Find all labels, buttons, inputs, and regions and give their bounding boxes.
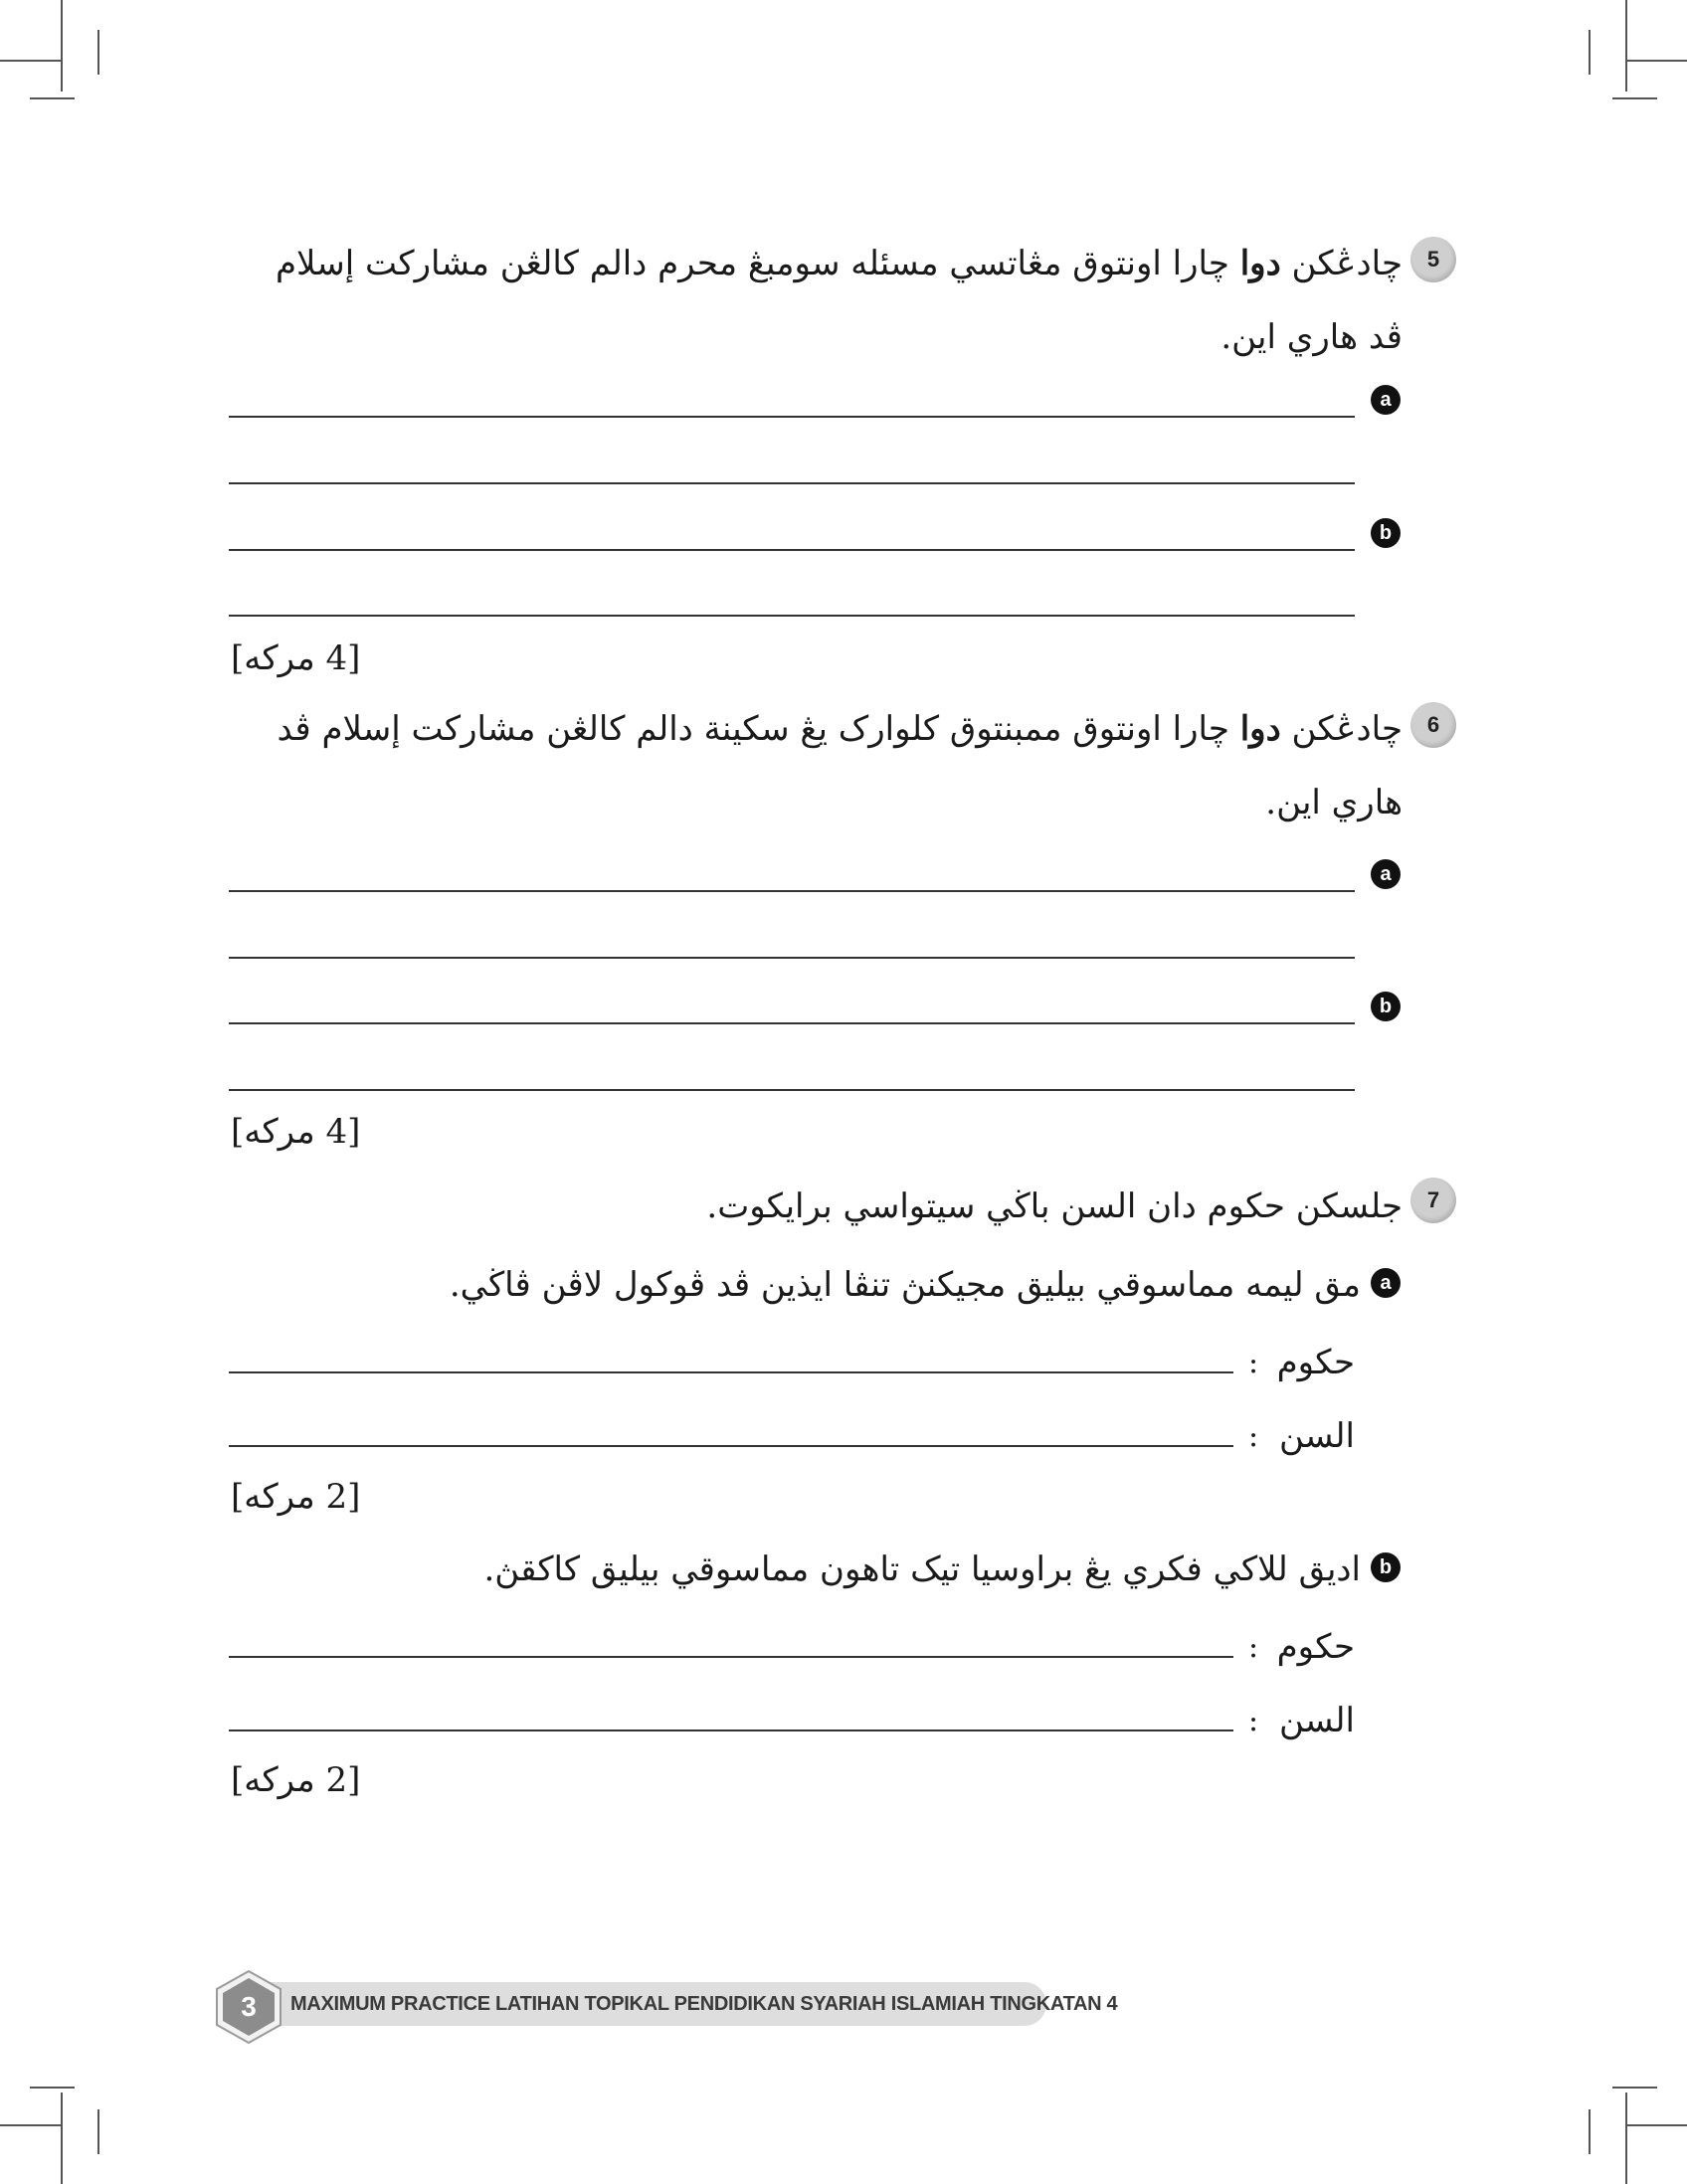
answer-line[interactable]	[229, 549, 1355, 551]
colon: :	[1248, 1704, 1259, 1738]
page-number: 3	[241, 1991, 257, 2022]
question-text: چادڠكن دوا چارا اونتوق ممبنتوق كلوارک يڠ سكينة دالم كالڠن مشاركت إسلام ڤد هاري اين.	[277, 709, 1403, 822]
part-a-text: مق ليمه مماسوقي بيليق مجيكنڽ تنڤا ايذين ڤد ڤوكول لاڤن ڤاڬي.	[449, 1265, 1361, 1305]
colon: :	[1248, 1630, 1259, 1665]
page-number-hexagon	[211, 1969, 286, 2045]
answer-line[interactable]	[229, 482, 1355, 484]
colon: :	[1248, 1346, 1259, 1380]
answer-line[interactable]	[229, 416, 1355, 418]
answer-line[interactable]	[229, 1089, 1355, 1091]
question-text: چادڠكن دوا چارا اونتوق مڠاتسي مسئله سومبڠ محرم دالم كالڠن مشاركت إسلام ڤد هاري اين.	[275, 244, 1403, 357]
hukum-label: حكوم	[1276, 1343, 1355, 1382]
question-text: جلسكن حكوم دان السن باڬي سيتواسي برايكوت.	[706, 1186, 1403, 1226]
part-b-badge: b	[1371, 1552, 1401, 1582]
question-number-badge: 6	[1410, 702, 1456, 748]
answer-line[interactable]	[229, 615, 1355, 617]
answer-line[interactable]	[229, 957, 1355, 959]
hukum-label: حكوم	[1276, 1627, 1355, 1667]
answer-line-alasan[interactable]	[229, 1445, 1233, 1447]
part-b-badge: b	[1371, 518, 1401, 548]
colon: :	[1248, 1419, 1259, 1454]
part-a-badge: a	[1371, 859, 1401, 889]
question-number-badge: 5	[1410, 237, 1456, 282]
answer-line-hukum[interactable]	[229, 1371, 1233, 1373]
footer-title: MAXIMUM PRACTICE LATIHAN TOPIKAL PENDIDIKAN SYARIAH ISLAMIAH TINGKATAN 4	[290, 1993, 1118, 2015]
marks-label: [2 مركه]	[231, 1477, 361, 1517]
part-b-text: اديق للاكي فكري يڠ براوسيا تيک تاهون مماسوقي بيليق كاكقڽ.	[483, 1549, 1361, 1589]
question-number-badge: 7	[1410, 1178, 1456, 1223]
answer-line-alasan[interactable]	[229, 1729, 1233, 1731]
marks-label: [2 مركه]	[231, 1760, 361, 1800]
answer-line-hukum[interactable]	[229, 1656, 1233, 1658]
marks-label: [4 مركه]	[231, 638, 361, 678]
alasan-label: السن	[1278, 1416, 1355, 1456]
marks-label: [4 مركه]	[231, 1112, 361, 1152]
part-a-badge: a	[1371, 385, 1401, 415]
alasan-label: السن	[1278, 1701, 1355, 1740]
answer-line[interactable]	[229, 890, 1355, 892]
hexagon-icon	[211, 1969, 286, 2045]
part-a-badge: a	[1371, 1268, 1401, 1298]
answer-line[interactable]	[229, 1022, 1355, 1024]
part-b-badge: b	[1371, 992, 1401, 1021]
